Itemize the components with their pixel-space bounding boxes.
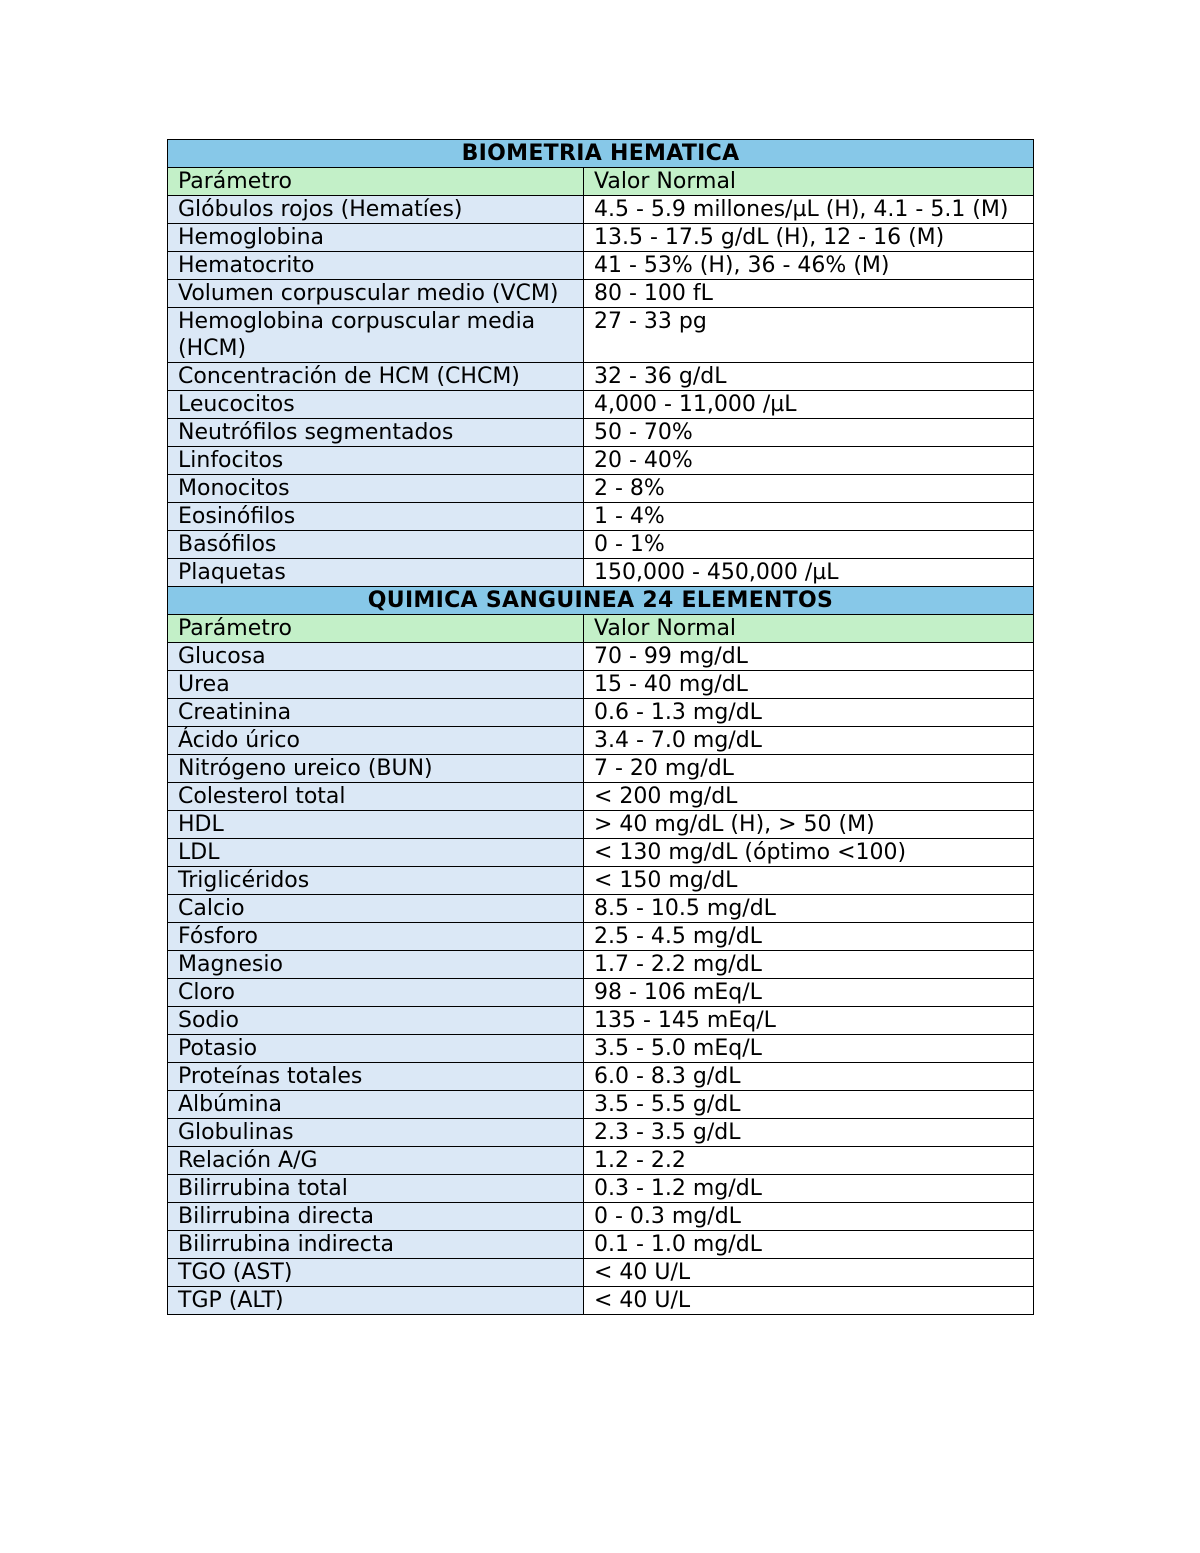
- normal-value-cell: 2.5 - 4.5 mg/dL: [584, 923, 1034, 951]
- normal-value-cell: 135 - 145 mEq/L: [584, 1007, 1034, 1035]
- parameter-cell: Hemoglobina: [168, 224, 584, 252]
- normal-value-cell: 32 - 36 g/dL: [584, 363, 1034, 391]
- table-row: [168, 1287, 1034, 1315]
- section-title-row: [168, 140, 1034, 168]
- parameter-cell: LDL: [168, 839, 584, 867]
- parameter-cell: Plaquetas: [168, 559, 584, 587]
- table-row: [168, 308, 1034, 363]
- reference-values-table: [167, 139, 1034, 1315]
- normal-value-cell: 3.5 - 5.0 mEq/L: [584, 1035, 1034, 1063]
- table-row: [168, 811, 1034, 839]
- table-row: [168, 1175, 1034, 1203]
- normal-value-header: Valor Normal: [584, 615, 1034, 643]
- normal-value-cell: 0 - 1%: [584, 531, 1034, 559]
- normal-value-cell: 150,000 - 450,000 /µL: [584, 559, 1034, 587]
- parameter-cell: Cloro: [168, 979, 584, 1007]
- parameter-cell: Globulinas: [168, 1119, 584, 1147]
- table-row: [168, 419, 1034, 447]
- normal-value-cell: 1.2 - 2.2: [584, 1147, 1034, 1175]
- table-row: [168, 895, 1034, 923]
- normal-value-cell: 1.7 - 2.2 mg/dL: [584, 951, 1034, 979]
- parameter-header: Parámetro: [168, 168, 584, 196]
- table-row: [168, 447, 1034, 475]
- normal-value-cell: < 130 mg/dL (óptimo <100): [584, 839, 1034, 867]
- table-row: [168, 503, 1034, 531]
- table-row: [168, 280, 1034, 308]
- normal-value-cell: 0.3 - 1.2 mg/dL: [584, 1175, 1034, 1203]
- table-row: [168, 363, 1034, 391]
- normal-value-cell: 20 - 40%: [584, 447, 1034, 475]
- table-row: [168, 1091, 1034, 1119]
- normal-value-cell: 0.1 - 1.0 mg/dL: [584, 1231, 1034, 1259]
- table-row: [168, 867, 1034, 895]
- parameter-cell: Sodio: [168, 1007, 584, 1035]
- table-row: [168, 531, 1034, 559]
- table-row: [168, 1007, 1034, 1035]
- table-row: [168, 1259, 1034, 1287]
- parameter-cell: Eosinófilos: [168, 503, 584, 531]
- normal-value-cell: 1 - 4%: [584, 503, 1034, 531]
- table-row: [168, 1119, 1034, 1147]
- normal-value-cell: 98 - 106 mEq/L: [584, 979, 1034, 1007]
- parameter-cell: Hematocrito: [168, 252, 584, 280]
- table-row: [168, 559, 1034, 587]
- parameter-cell: Calcio: [168, 895, 584, 923]
- parameter-cell: Basófilos: [168, 531, 584, 559]
- parameter-cell: Volumen corpuscular medio (VCM): [168, 280, 584, 308]
- table-row: [168, 475, 1034, 503]
- parameter-cell: Urea: [168, 671, 584, 699]
- normal-value-cell: 4,000 - 11,000 /µL: [584, 391, 1034, 419]
- normal-value-cell: 70 - 99 mg/dL: [584, 643, 1034, 671]
- table-row: [168, 1035, 1034, 1063]
- normal-value-cell: > 40 mg/dL (H), > 50 (M): [584, 811, 1034, 839]
- table-row: [168, 979, 1034, 1007]
- table-row: [168, 224, 1034, 252]
- normal-value-cell: 13.5 - 17.5 g/dL (H), 12 - 16 (M): [584, 224, 1034, 252]
- table-row: [168, 839, 1034, 867]
- table-row: [168, 699, 1034, 727]
- parameter-cell: TGO (AST): [168, 1259, 584, 1287]
- table-row: [168, 252, 1034, 280]
- normal-value-cell: 0 - 0.3 mg/dL: [584, 1203, 1034, 1231]
- table-row: [168, 391, 1034, 419]
- parameter-cell: Bilirrubina indirecta: [168, 1231, 584, 1259]
- normal-value-cell: 3.4 - 7.0 mg/dL: [584, 727, 1034, 755]
- parameter-cell: Linfocitos: [168, 447, 584, 475]
- table-row: [168, 1231, 1034, 1259]
- parameter-cell: Albúmina: [168, 1091, 584, 1119]
- parameter-cell: Ácido úrico: [168, 727, 584, 755]
- table-row: [168, 643, 1034, 671]
- parameter-cell: Magnesio: [168, 951, 584, 979]
- normal-value-cell: 15 - 40 mg/dL: [584, 671, 1034, 699]
- parameter-cell: Potasio: [168, 1035, 584, 1063]
- normal-value-cell: 2.3 - 3.5 g/dL: [584, 1119, 1034, 1147]
- table-body: [168, 140, 1034, 1315]
- normal-value-cell: 6.0 - 8.3 g/dL: [584, 1063, 1034, 1091]
- normal-value-cell: 50 - 70%: [584, 419, 1034, 447]
- normal-value-cell: 3.5 - 5.5 g/dL: [584, 1091, 1034, 1119]
- table-row: [168, 951, 1034, 979]
- parameter-cell: Glóbulos rojos (Hematíes): [168, 196, 584, 224]
- column-header-row: [168, 615, 1034, 643]
- parameter-cell: TGP (ALT): [168, 1287, 584, 1315]
- parameter-header: Parámetro: [168, 615, 584, 643]
- table-row: [168, 1147, 1034, 1175]
- parameter-cell: Bilirrubina directa: [168, 1203, 584, 1231]
- parameter-cell: HDL: [168, 811, 584, 839]
- parameter-cell: Fósforo: [168, 923, 584, 951]
- section-title: BIOMETRIA HEMATICA: [168, 140, 1034, 168]
- table-row: [168, 923, 1034, 951]
- parameter-cell: Glucosa: [168, 643, 584, 671]
- parameter-cell: Creatinina: [168, 699, 584, 727]
- normal-value-cell: 27 - 33 pg: [584, 308, 1034, 363]
- parameter-cell: Bilirrubina total: [168, 1175, 584, 1203]
- normal-value-cell: 7 - 20 mg/dL: [584, 755, 1034, 783]
- table-row: [168, 783, 1034, 811]
- parameter-cell: Concentración de HCM (CHCM): [168, 363, 584, 391]
- normal-value-cell: 8.5 - 10.5 mg/dL: [584, 895, 1034, 923]
- section-title: QUIMICA SANGUINEA 24 ELEMENTOS: [168, 587, 1034, 615]
- normal-value-cell: 2 - 8%: [584, 475, 1034, 503]
- table-row: [168, 1203, 1034, 1231]
- table-row: [168, 196, 1034, 224]
- normal-value-cell: < 40 U/L: [584, 1287, 1034, 1315]
- parameter-cell: Proteínas totales: [168, 1063, 584, 1091]
- normal-value-cell: 0.6 - 1.3 mg/dL: [584, 699, 1034, 727]
- normal-value-cell: 80 - 100 fL: [584, 280, 1034, 308]
- column-header-row: [168, 168, 1034, 196]
- normal-value-cell: < 200 mg/dL: [584, 783, 1034, 811]
- normal-value-cell: < 40 U/L: [584, 1259, 1034, 1287]
- parameter-cell: Relación A/G: [168, 1147, 584, 1175]
- table-row: [168, 671, 1034, 699]
- parameter-cell: Hemoglobina corpuscular media (HCM): [168, 308, 584, 363]
- table-row: [168, 1063, 1034, 1091]
- normal-value-cell: 41 - 53% (H), 36 - 46% (M): [584, 252, 1034, 280]
- normal-value-header: Valor Normal: [584, 168, 1034, 196]
- parameter-cell: Neutrófilos segmentados: [168, 419, 584, 447]
- table-row: [168, 755, 1034, 783]
- parameter-cell: Colesterol total: [168, 783, 584, 811]
- table-row: [168, 727, 1034, 755]
- parameter-cell: Monocitos: [168, 475, 584, 503]
- parameter-cell: Nitrógeno ureico (BUN): [168, 755, 584, 783]
- normal-value-cell: < 150 mg/dL: [584, 867, 1034, 895]
- section-title-row: [168, 587, 1034, 615]
- parameter-cell: Triglicéridos: [168, 867, 584, 895]
- normal-value-cell: 4.5 - 5.9 millones/µL (H), 4.1 - 5.1 (M): [584, 196, 1034, 224]
- parameter-cell: Leucocitos: [168, 391, 584, 419]
